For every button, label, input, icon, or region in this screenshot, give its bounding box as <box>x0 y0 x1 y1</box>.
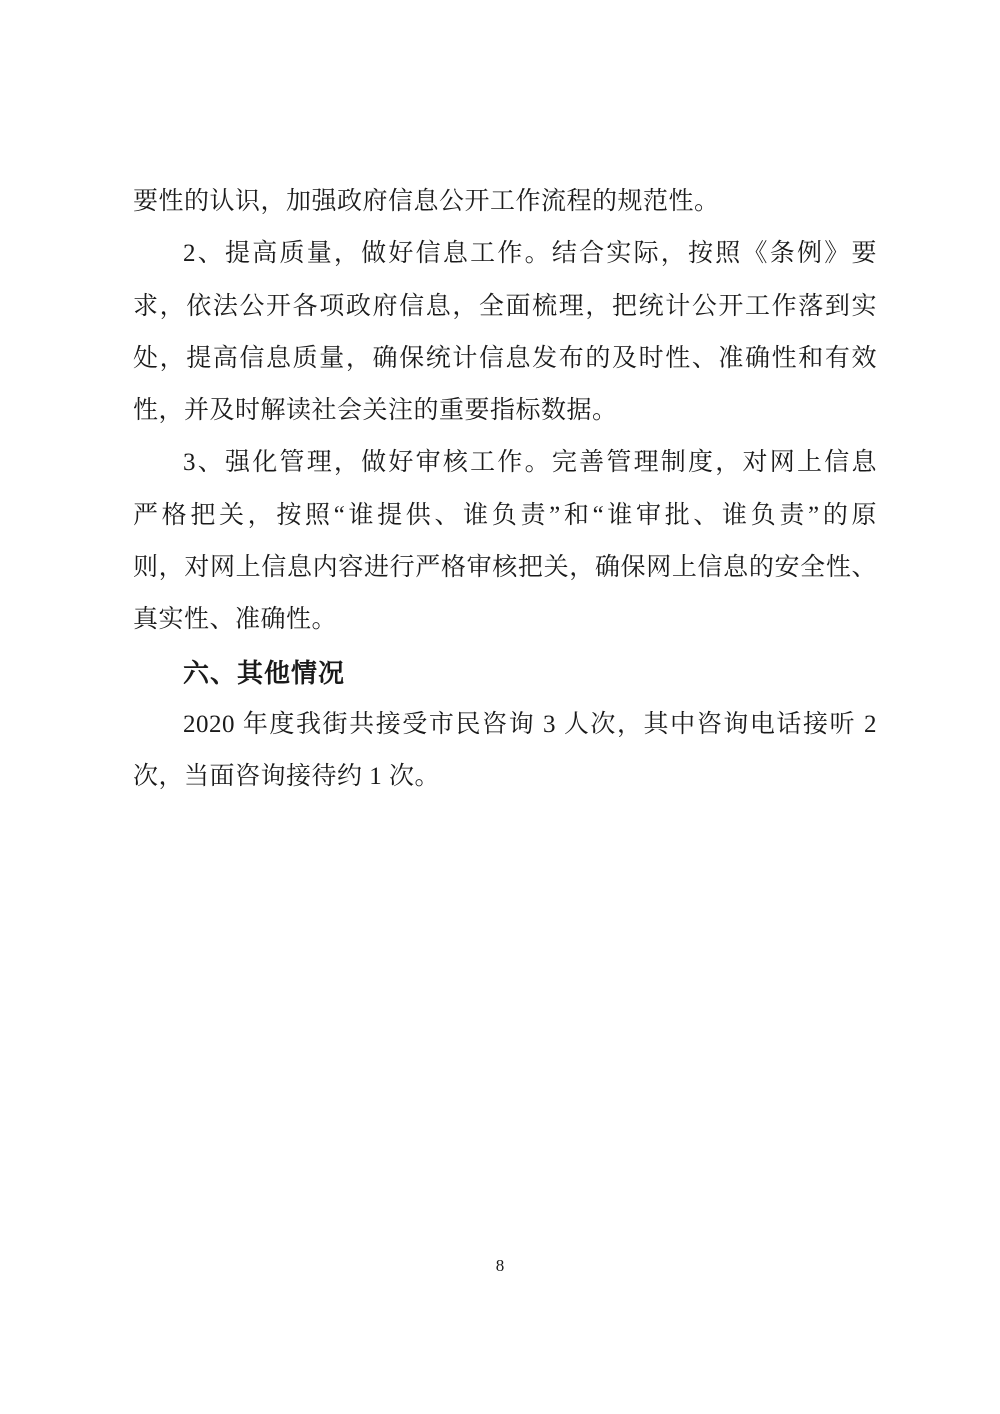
body-line: 3、强化管理，做好审核工作。完善管理制度，对网上信息 <box>183 449 877 477</box>
section-heading: 六、其他情况 <box>183 657 346 688</box>
body-line: 处，提高信息质量，确保统计信息发布的及时性、准确性和有效 <box>133 344 877 372</box>
body-line: 则，对网上信息内容进行严格审核把关，确保网上信息的安全性、 <box>133 554 877 582</box>
paragraph <box>133 437 877 646</box>
paragraph <box>133 699 877 804</box>
body-line: 求，依法公开各项政府信息，全面梳理，把统计公开工作落到实 <box>133 292 877 320</box>
body-line: 要性的认识，加强政府信息公开工作流程的规范性。 <box>133 188 720 215</box>
body-line: 2、提高质量，做好信息工作。结合实际，按照《条例》要 <box>183 240 877 268</box>
body-line: 性，并及时解读社会关注的重要指标数据。 <box>133 397 618 425</box>
body-line: 次，当面咨询接待约 1 次。 <box>133 763 441 791</box>
page-number: 8 <box>495 1256 505 1275</box>
body-line: 真实性、准确性。 <box>133 606 338 634</box>
body-line: 严格把关，按照“谁提供、谁负责”和“谁审批、谁负责”的原 <box>133 501 877 529</box>
paragraph <box>133 176 877 228</box>
body-line: 2020 年度我街共接受市民咨询 3 人次，其中咨询电话接听 2 <box>183 710 877 738</box>
document-body <box>133 176 877 804</box>
page-footer <box>0 1254 1000 1278</box>
paragraph <box>133 228 877 437</box>
